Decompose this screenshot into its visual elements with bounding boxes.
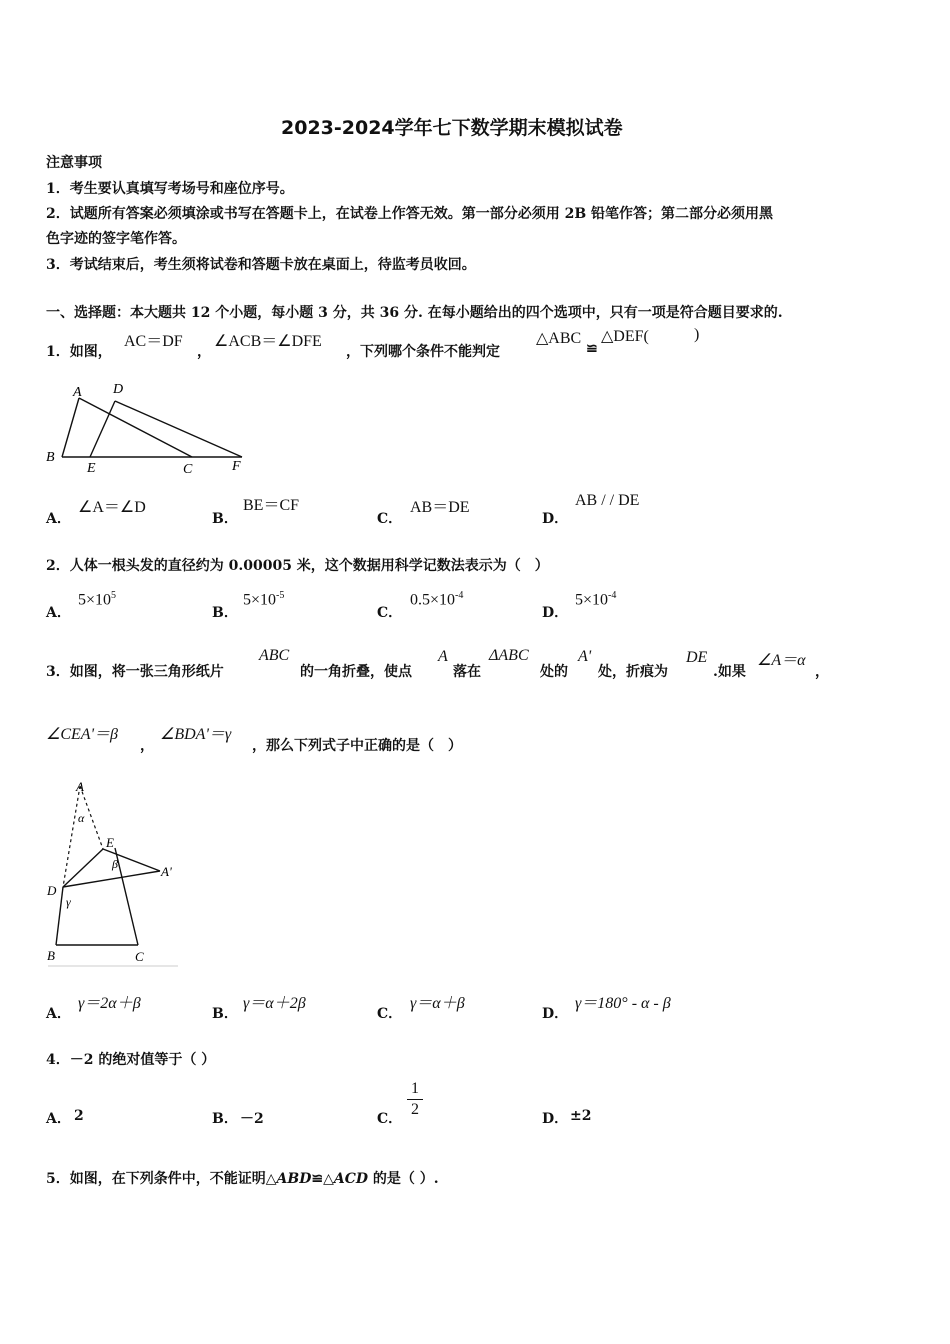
section-heading: 一、选择题：本大题共 12 个小题，每小题 3 分，共 36 分. 在每小题给出的四个选项中，只有一项是符合题目要求的. xyxy=(46,305,783,321)
q1-congruent-symbol: ≌ xyxy=(586,341,598,357)
q4-option-c-fraction xyxy=(406,1080,424,1119)
q1-triangle-abc: △ABC xyxy=(536,330,582,347)
q2-option-c-value: $0.5\times 10^{-4}$ xyxy=(410,590,464,609)
q2-option-b-label: B． xyxy=(212,605,238,621)
notice-heading: 注意事项 xyxy=(46,155,102,171)
q3-condition-1: ∠A＝α xyxy=(757,652,806,669)
q3-fig-label-e: E xyxy=(106,835,114,850)
q3-fig-label-a: A xyxy=(76,779,84,794)
notice-item-2-cont: 色字迹的签字笔作答。 xyxy=(46,231,186,247)
q3-fig-label-c: C xyxy=(135,949,144,964)
q1-fig-label-b: B xyxy=(46,450,55,465)
q1-option-c-value: AB＝DE xyxy=(410,499,470,516)
q1-option-d-label: D． xyxy=(542,511,569,527)
q3-fig-label-alpha: α xyxy=(78,811,85,825)
q2-option-b-value: $5\times 10^{-5}$ xyxy=(243,590,285,609)
q3-comma: ， xyxy=(815,664,829,680)
q4-option-a-label: A． xyxy=(46,1111,71,1127)
q1-fig-label-f: F xyxy=(232,459,241,474)
q1-condition-1: AC＝DF xyxy=(124,333,183,350)
q3-option-b-value: γ＝α＋2β xyxy=(243,995,306,1012)
q4-fraction-numerator: 1 xyxy=(411,1080,419,1097)
q3-text-4: 处的 xyxy=(540,664,568,680)
q3-fig-label-gamma: γ xyxy=(66,895,71,909)
q3-condition-2: ∠CEA'＝β xyxy=(46,726,118,743)
q3-text-2: 的一角折叠，使点 xyxy=(300,664,412,680)
q1-number: 1．如图， xyxy=(46,344,112,360)
q1-figure xyxy=(40,376,255,476)
q3-triangle-abc: ΔABC xyxy=(489,647,529,664)
q1-close-paren: ) xyxy=(694,326,700,343)
q3-text-3: 落在 xyxy=(453,664,481,680)
q3-fig-label-a-prime: A' xyxy=(161,864,172,879)
q3-text-7: ，那么下列式子中正确的是（ ） xyxy=(252,738,462,754)
notice-item-1: 1．考生要认真填写考场号和座位序号。 xyxy=(46,181,294,197)
q1-fig-label-c: C xyxy=(183,462,193,476)
q4-fraction-bar xyxy=(407,1099,423,1100)
q3-point-a-prime: A' xyxy=(578,648,592,665)
q3-figure xyxy=(40,774,190,970)
q4-fraction-denominator: 2 xyxy=(411,1101,419,1118)
q3-condition-3: ∠BDA'＝γ xyxy=(160,726,232,743)
q2-text: 2．人体一根头发的直径约为 0.00005 米，这个数据用科学记数法表示为（ ） xyxy=(46,558,549,574)
q3-fig-label-beta: β xyxy=(112,857,118,871)
notice-item-3: 3．考试结束后，考生须将试卷和答题卡放在桌面上，待监考员收回。 xyxy=(46,257,476,273)
q3-text-5: 处，折痕为 xyxy=(598,664,668,680)
q1-option-b-label: B． xyxy=(212,511,238,527)
q1-triangle-def: △DEF( xyxy=(601,328,649,345)
q2-option-a-label: A． xyxy=(46,605,71,621)
notice-item-2: 2．试题所有答案必须填涂或书写在答题卡上，在试卷上作答无效。第一部分必须用 2B 铅笔作答；第二部分必须用黑 xyxy=(46,206,774,222)
q3-crease-de: DE xyxy=(686,649,708,666)
q2-option-a-value: $5\times 10^5$ xyxy=(78,590,117,609)
q4-option-a-value: 2 xyxy=(74,1108,84,1124)
q1-condition-2: ∠ACB＝∠DFE xyxy=(214,333,322,350)
q3-fig-label-b: B xyxy=(47,948,55,963)
q4-option-b-label: B． xyxy=(212,1111,238,1127)
q3-text-1: 3．如图，将一张三角形纸片 xyxy=(46,664,224,680)
q3-option-d-value: γ＝180° - α - β xyxy=(575,995,671,1012)
q3-option-a-value: γ＝2α＋β xyxy=(78,995,141,1012)
q3-option-b-label: B． xyxy=(212,1006,238,1022)
q1-fig-label-d: D xyxy=(113,382,124,397)
q1-option-b-value: BE＝CF xyxy=(243,497,300,514)
q3-fig-label-d: D xyxy=(47,883,57,898)
q1-option-a-label: A． xyxy=(46,511,71,527)
q3-text-6: .如果 xyxy=(713,664,746,680)
q4-option-d-value: ±2 xyxy=(570,1108,592,1124)
q2-option-c-label: C． xyxy=(377,605,403,621)
q2-option-d-value: $5\times 10^{-4}$ xyxy=(575,590,617,609)
q5-text: 5．如图，在下列条件中，不能证明△ABD≌△ACD 的是（ ）. xyxy=(46,1171,439,1187)
q4-option-c-label: C． xyxy=(377,1111,403,1127)
q1-question-text: ，下列哪个条件不能判定 xyxy=(346,344,500,360)
q3-point-a: A xyxy=(438,648,448,665)
q3-option-c-label: C． xyxy=(377,1006,403,1022)
q1-fig-label-e: E xyxy=(87,461,96,476)
q4-option-d-label: D． xyxy=(542,1111,569,1127)
q1-fig-label-a: A xyxy=(73,385,82,400)
q1-option-d-value: AB / / DE xyxy=(575,492,640,509)
q2-option-d-label: D． xyxy=(542,605,569,621)
q4-text: 4．－2 的绝对值等于（ ） xyxy=(46,1052,216,1068)
q3-option-c-value: γ＝α＋β xyxy=(410,995,465,1012)
q1-separator: ， xyxy=(197,344,211,360)
q4-option-b-value: －2 xyxy=(240,1111,264,1127)
q1-option-a-value: ∠A＝∠D xyxy=(78,499,146,516)
q3-comma-2: ， xyxy=(140,738,154,754)
q1-option-c-label: C． xyxy=(377,511,403,527)
q3-option-d-label: D． xyxy=(542,1006,569,1022)
q3-option-a-label: A． xyxy=(46,1006,71,1022)
q3-abc: ABC xyxy=(259,647,290,664)
page-title: 2023-2024学年七下数学期末模拟试卷 xyxy=(281,117,623,139)
